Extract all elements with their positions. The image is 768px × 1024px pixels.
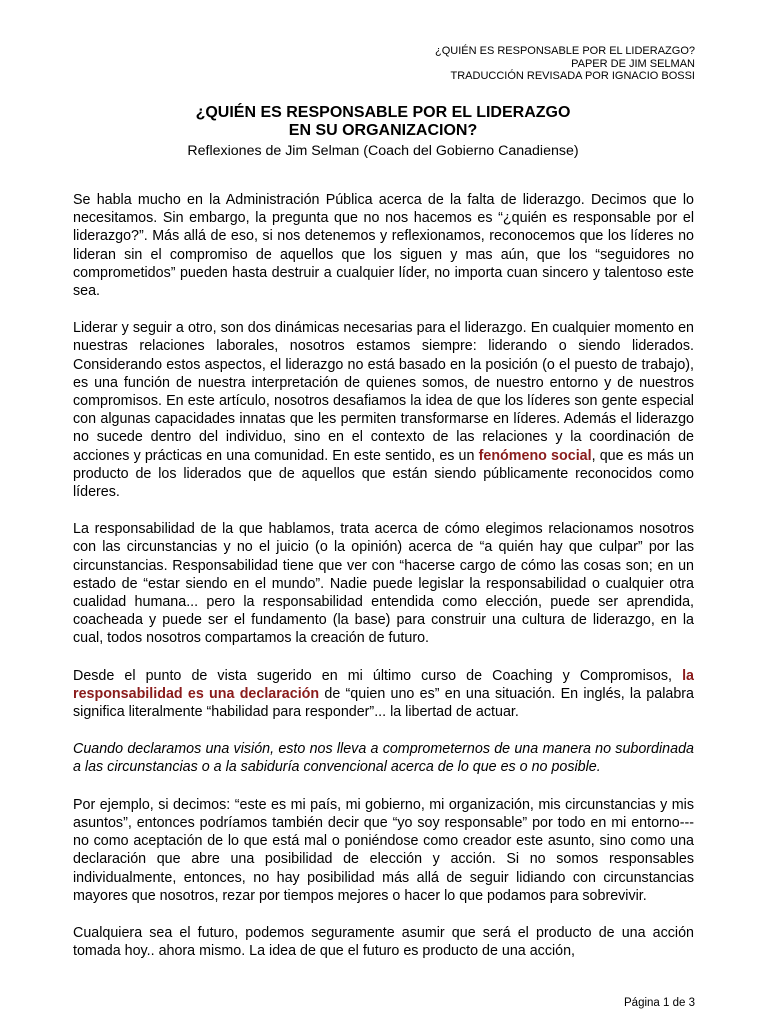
document-subtitle: Reflexiones de Jim Selman (Coach del Gobierno Canadiense) <box>187 143 579 159</box>
title-line-1: ¿QUIÉN ES RESPONSABLE POR EL LIDERAZGO <box>195 104 571 121</box>
highlight-fenomeno-social: fenómeno social <box>478 447 592 464</box>
paragraph-1: Se habla mucho en la Administración Pública acerca de la falta de liderazgo. Decimos que lo necesitamos. Sin embargo, la pregunta que no nos hacemos es “¿quién es responsable por el liderazgo?”. Más allá de eso, si nos detenemos y reflexionamos, reconocemos que los líderes no lideran sin el compromiso de aquellos que los siguen y mas aún, que los “seguidores no comprometidos” pueden hasta destruir a cualquier líder, no importa cuan sincero y talentoso este sea. <box>73 192 694 300</box>
paragraph-5: Cuando declaramos una visión, esto nos lleva a comprometernos de una manera no subordinada a las circunstancias o a la sabiduría convencional acerca de lo que es o no posible. <box>73 741 694 776</box>
paragraph-4-text-a: Desde el punto de vista sugerido en mi último curso de Coaching y Compromisos, <box>73 667 683 684</box>
header-line-1: ¿QUIÉN ES RESPONSABLE POR EL LIDERAZGO? <box>435 45 695 57</box>
paragraph-7: Cualquiera sea el futuro, podemos seguramente asumir que será el producto de una acción tomada hoy.. ahora mismo. La idea de que el futuro es producto de una acción, <box>73 924 694 960</box>
paragraph-4 <box>73 667 694 722</box>
paragraph-6: Por ejemplo, si decimos: “este es mi país, mi gobierno, mi organización, mis circunstancias y mis asuntos”, entonces podríamos también decir que “yo soy responsable” por todo en mi entorno--- no como aceptación de lo que está mal o poniéndose como creador este asunto, sino como una declaración que abre una posibilidad de elección y acción. Si no somos responsables individualmente, entonces, no hay posibilidad más allá de seguir lidiando con circunstancias mayores que nosotros, rezar por tiempos mejores o hacer lo que podamos para sobrevivir. <box>73 796 694 904</box>
paragraph-2-text-b: , que es más un producto de los liderados que de aquellos que están siendo públicamente reconocidos como líderes. <box>73 447 694 501</box>
highlight-responsabilidad-declaracion: la responsabilidad es una declaración <box>73 667 694 702</box>
header-line-2: PAPER DE JIM SELMAN <box>571 57 695 70</box>
page-number: Página 1 de 3 <box>624 997 695 1009</box>
paragraph-4-text-b: de “quien uno es” en una situación. En inglés, la palabra significa literalmente “habilidad para responder”... la libertad de actuar. <box>73 685 694 721</box>
title-line-2: EN SU ORGANIZACION? <box>288 122 478 139</box>
running-header <box>295 45 695 83</box>
header-line-3: TRADUCCIÓN REVISADA POR IGNACIO BOSSI <box>450 70 695 82</box>
paragraph-2-text-a: Liderar y seguir a otro, son dos dinámicas necesarias para el liderazgo. En cualquier momento en nuestras relaciones laborales, nosotros estamos siempre: liderando o siendo liderados. Considerando estos aspectos, el liderazgo no está basado en la posición (o el puesto de trabajo), es una función de nuestra interpretación de quienes somos, de nuestro entorno y de nuestros compromisos. En este artículo, nosotros desafiamos la idea de que los líderes son gente especial con algunas capacidades innatas que les permiten transformarse en líderes. Además el liderazgo no sucede dentro del individuo, sino en el contexto de las relaciones y la coordinación de acciones y prácticas en una comunidad. En este sentido, es un <box>73 320 694 464</box>
paragraph-3: La responsabilidad de la que hablamos, trata acerca de cómo elegimos relacionamos nosotros con las circunstancias y no el juicio (o la opinión) acerca de “a quién hay que culpar” por las circunstancias. Responsabilidad tiene que ver con “hacerse cargo de cómo las cosas son; en un estado de “estar siendo en el mundo”. Nadie puede legislar la responsabilidad o cualquier otra cualidad humana... pero la responsabilidad entendida como elección, puede ser aprendida, coacheada y puede ser el fundamento (la base) para construir una cultura de liderazgo, en la cual, todos nosotros compartamos la creación de futuro. <box>73 521 694 647</box>
document-title <box>73 104 693 140</box>
document-body <box>73 191 694 979</box>
paragraph-2 <box>73 319 694 501</box>
